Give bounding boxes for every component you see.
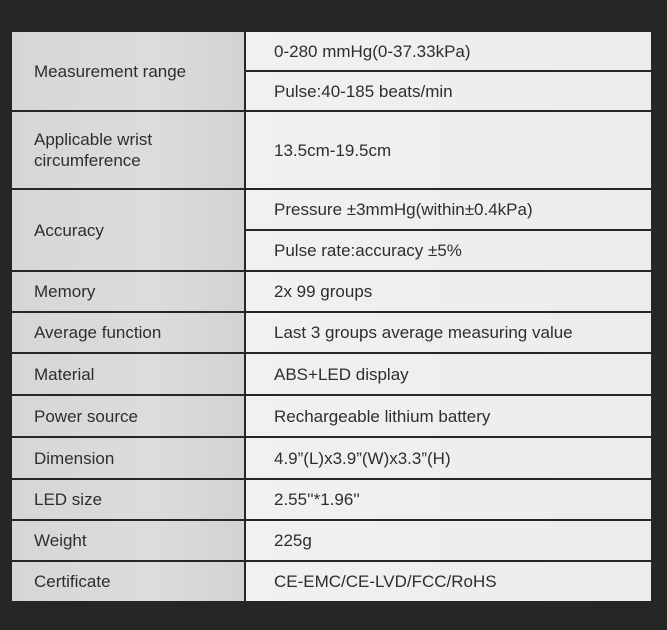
spec-value: Pressure ±3mmHg(within±0.4kPa) [245, 189, 652, 230]
spec-label: Weight [11, 520, 245, 561]
spec-label: Measurement range [11, 31, 245, 111]
spec-label: Accuracy [11, 189, 245, 271]
spec-value: 13.5cm-19.5cm [245, 111, 652, 189]
spec-value: Last 3 groups average measuring value [245, 312, 652, 353]
spec-value: Pulse:40-185 beats/min [245, 71, 652, 111]
spec-label: Certificate [11, 561, 245, 602]
spec-value: CE-EMC/CE-LVD/FCC/RoHS [245, 561, 652, 602]
spec-value: Pulse rate:accuracy ±5% [245, 230, 652, 271]
spec-value: 2.55''*1.96'' [245, 479, 652, 520]
spec-row-wrist-circumference [11, 111, 652, 189]
spec-value: 2x 99 groups [245, 271, 652, 312]
spec-label: Material [11, 353, 245, 395]
spec-row-memory [11, 271, 652, 312]
spec-label: Memory [11, 271, 245, 312]
spec-row-power-source [11, 395, 652, 437]
spec-value: 225g [245, 520, 652, 561]
spec-value: Rechargeable lithium battery [245, 395, 652, 437]
spec-row-accuracy [11, 189, 652, 230]
spec-value: 0-280 mmHg(0-37.33kPa) [245, 31, 652, 71]
spec-row-led-size [11, 479, 652, 520]
specification-table [10, 30, 653, 603]
spec-label: Applicable wrist circumference [11, 111, 245, 189]
spec-row-measurement-range [11, 31, 652, 71]
spec-row-material [11, 353, 652, 395]
spec-value: 4.9”(L)x3.9”(W)x3.3”(H) [245, 437, 652, 479]
spec-label: LED size [11, 479, 245, 520]
spec-row-average-function [11, 312, 652, 353]
spec-row-certificate [11, 561, 652, 602]
spec-value: ABS+LED display [245, 353, 652, 395]
spec-label: Power source [11, 395, 245, 437]
spec-label: Average function [11, 312, 245, 353]
spec-row-weight [11, 520, 652, 561]
spec-row-dimension [11, 437, 652, 479]
spec-label: Dimension [11, 437, 245, 479]
